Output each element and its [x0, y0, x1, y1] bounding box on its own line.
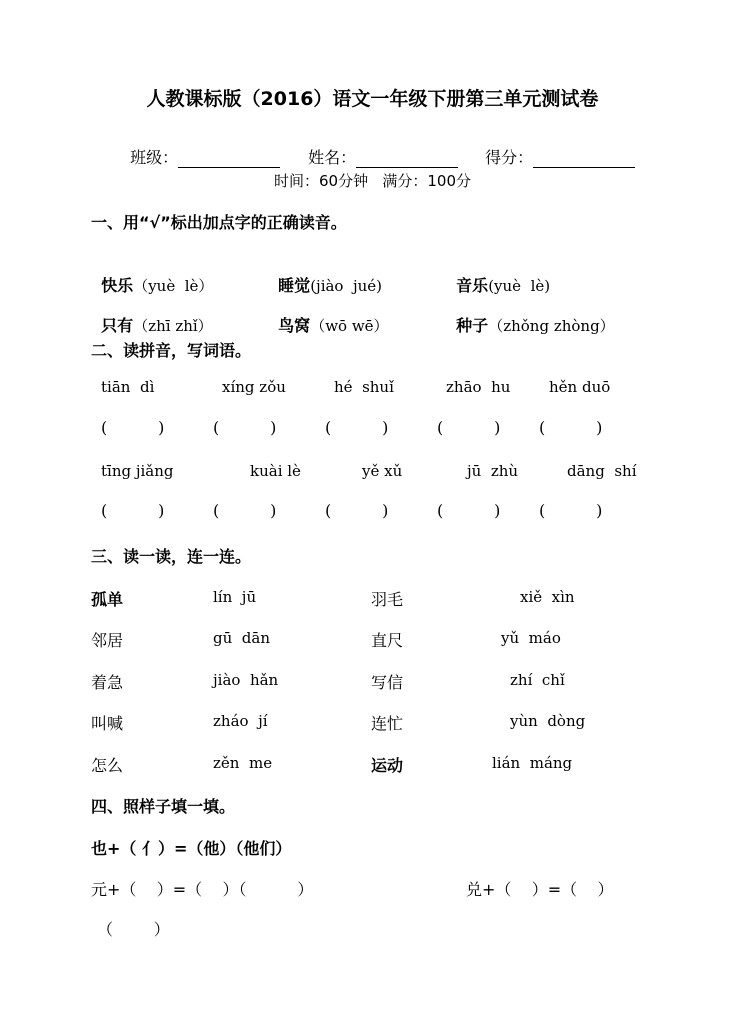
s4-question-1[interactable]: 元+（ ）=（ ）（ ）	[91, 880, 314, 899]
s1-item-6	[446, 294, 615, 336]
s1-word: 睡觉	[278, 276, 311, 295]
s3-left-pinyin[interactable]: jiào hǎn	[213, 671, 279, 689]
s3-right-pinyin[interactable]: lián máng	[492, 754, 573, 772]
s3-left-pinyin[interactable]: zěn me	[213, 754, 273, 772]
s3-right-pinyin[interactable]: yǔ máo	[501, 629, 561, 647]
s1-item-2	[268, 254, 382, 296]
s1-item-5	[268, 294, 389, 336]
s3-left-pinyin[interactable]: gū dān	[213, 629, 271, 647]
s2-answer-box[interactable]: ( )	[539, 501, 603, 520]
name-label: 姓名：	[308, 148, 357, 167]
s1-word: 快乐	[101, 276, 134, 295]
s3-right-pinyin[interactable]: zhí chǐ	[510, 671, 565, 689]
s3-right-word[interactable]: 连忙	[371, 714, 404, 733]
page-title: 人教课标版（2016）语文一年级下册第三单元测试卷	[146, 88, 599, 110]
s4-example: 也+（ 亻）=（他）（他们）	[91, 839, 292, 858]
s1-item-3	[446, 254, 550, 296]
s2-answer-box[interactable]: ( )	[437, 501, 501, 520]
s3-left-word[interactable]: 怎么	[91, 756, 124, 775]
s2-pinyin: yě xǔ	[362, 462, 403, 480]
s1-word: 种子	[456, 316, 489, 335]
s3-left-word[interactable]: 孤单	[91, 590, 124, 609]
s1-options: （zhǒng zhòng）	[488, 317, 615, 335]
score-label: 得分：	[485, 148, 534, 167]
s4-question-2[interactable]: 兑+（ ）=（ ）	[466, 880, 614, 899]
s2-pinyin: hěn duō	[549, 378, 611, 396]
s3-left-word[interactable]: 邻居	[91, 631, 124, 650]
score-blank[interactable]	[533, 151, 635, 168]
s2-answer-box[interactable]: ( )	[101, 501, 165, 520]
s1-options: （yuè lè）	[133, 277, 214, 295]
s2-pinyin: jū zhù	[467, 462, 519, 480]
s3-right-word[interactable]: 羽毛	[371, 590, 404, 609]
s2-pinyin: xíng zǒu	[222, 378, 286, 396]
section4-heading: 四、照样子填一填。	[91, 797, 236, 816]
section2-heading: 二、读拼音，写词语。	[91, 341, 252, 360]
name-blank[interactable]	[356, 151, 458, 168]
s3-left-pinyin[interactable]: zháo jí	[213, 712, 268, 730]
time-line: 时间：60分钟 满分：100分	[273, 172, 472, 190]
s3-right-pinyin[interactable]: xiě xìn	[520, 588, 575, 606]
s3-right-word[interactable]: 直尺	[371, 631, 404, 650]
s1-options: （zhī zhǐ）	[133, 317, 213, 335]
s1-word: 只有	[101, 316, 134, 335]
s2-pinyin: zhāo hu	[446, 378, 511, 396]
s3-right-word[interactable]: 运动	[371, 756, 404, 775]
s1-item-1	[91, 254, 213, 296]
s3-right-pinyin[interactable]: yùn dòng	[510, 712, 586, 730]
class-blank[interactable]	[178, 151, 280, 168]
s2-answer-box[interactable]: ( )	[325, 501, 389, 520]
score-field	[475, 126, 635, 168]
s1-options: (jiào jué)	[310, 277, 383, 295]
s1-word: 音乐	[456, 276, 489, 295]
s2-answer-box[interactable]: ( )	[213, 501, 277, 520]
s1-options: (yuè lè)	[488, 277, 551, 295]
s2-pinyin: hé shuǐ	[334, 378, 394, 396]
s4-answer-box[interactable]: （ ）	[97, 920, 170, 939]
class-field	[120, 126, 280, 168]
s3-left-pinyin[interactable]: lín jū	[213, 588, 257, 606]
s2-answer-box[interactable]: ( )	[539, 418, 603, 437]
s2-pinyin: tīng jiǎng	[101, 462, 174, 480]
s3-right-word[interactable]: 写信	[371, 673, 404, 692]
name-field	[298, 126, 458, 168]
class-label: 班级：	[130, 148, 179, 167]
s3-left-word[interactable]: 叫喊	[91, 714, 124, 733]
s1-item-4	[91, 294, 213, 336]
s1-options: （wō wē）	[310, 317, 389, 335]
s2-pinyin: dāng shí	[567, 462, 637, 480]
section1-heading: 一、用“√”标出加点字的正确读音。	[91, 213, 347, 232]
s2-pinyin: kuài lè	[250, 462, 301, 480]
s2-answer-box[interactable]: ( )	[213, 418, 277, 437]
s2-pinyin: tiān dì	[101, 378, 155, 396]
s2-answer-box[interactable]: ( )	[325, 418, 389, 437]
s2-answer-box[interactable]: ( )	[101, 418, 165, 437]
s2-answer-box[interactable]: ( )	[437, 418, 501, 437]
section3-heading: 三、读一读，连一连。	[91, 547, 252, 566]
s1-word: 鸟窝	[278, 316, 311, 335]
s3-left-word[interactable]: 着急	[91, 673, 124, 692]
